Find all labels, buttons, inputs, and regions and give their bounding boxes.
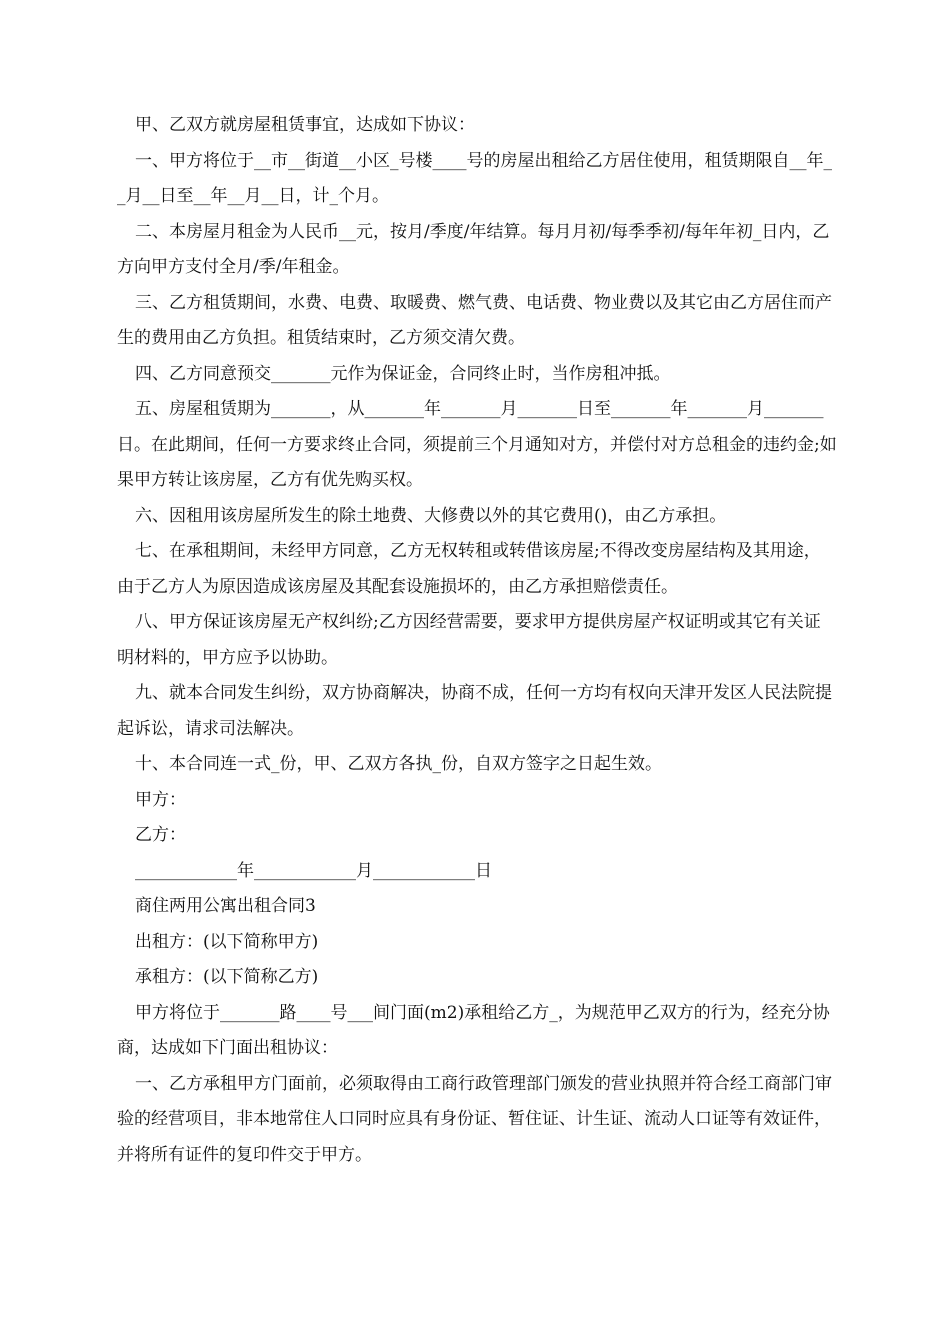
clause-9: 九、就本合同发生纠纷，双方协商解决，协商不成，任何一方均有权向天津开发区人民法院提起诉讼，请求司法解决。 bbox=[117, 683, 832, 739]
clause-3: 三、乙方租赁期间，水费、电费、取暖费、燃气费、电话费、物业费以及其它由乙方居住而产生的费用由乙方负担。租赁结束时，乙方须交清欠费。 bbox=[117, 292, 832, 348]
contract-3-clause-1: 一、乙方承租甲方门面前，必须取得由工商行政管理部门颁发的营业执照并符合经工商部门审验的经营项目，非本地常住人口同时应具有身份证、暂住证、计生证、流动人口证等有效证件，并将所有证件的复印件交于甲方。 bbox=[117, 1073, 832, 1165]
clause-10: 十、本合同连一式_份，甲、乙双方各执_份，自双方签字之日起生效。 bbox=[135, 754, 662, 774]
lessor-line: 出租方：(以下简称甲方) bbox=[135, 931, 319, 952]
contract-3-title: 商住两用公寓出租合同3 bbox=[135, 896, 316, 916]
party-b-signature-line: 乙方： bbox=[135, 825, 186, 845]
document-body bbox=[117, 108, 837, 1173]
date-line: ____________年____________月____________日 bbox=[135, 860, 492, 881]
clause-4: 四、乙方同意预交_______元作为保证金，合同终止时，当作房租冲抵。 bbox=[135, 363, 671, 384]
clause-5: 五、房屋租赁期为_______，从_______年_______月_______日至_______年_______月_______日。在此期间，任何一方要求终止合同，须提前三个月通知对方，并偿付对方总租金的违约金;如果甲方转让该房屋，乙方有优先购买权。 bbox=[117, 399, 837, 490]
clause-8: 八、甲方保证该房屋无产权纠纷;乙方因经营需要，要求甲方提供房屋产权证明或其它有关证明材料的，甲方应予以协助。 bbox=[117, 612, 821, 668]
lessee-line: 承租方：(以下简称乙方) bbox=[135, 967, 319, 987]
contract-3-intro: 甲方将位于_______路____号___间门面(m2)承租给乙方_，为规范甲乙双方的行为，经充分协商，达成如下门面出租协议： bbox=[117, 1002, 830, 1058]
clause-1: 一、甲方将位于__市__街道__小区_号楼____号的房屋出租给乙方居住使用，租赁期限自__年__月__日至__年__月__日，计_个月。 bbox=[117, 150, 832, 206]
clause-6: 六、因租用该房屋所发生的除土地费、大修费以外的其它费用()，由乙方承担。 bbox=[135, 505, 727, 526]
party-a-signature-line: 甲方： bbox=[135, 789, 186, 810]
clause-2: 二、本房屋月租金为人民币__元，按月/季度/年结算。每月月初/每季季初/每年年初_日内，乙方向甲方支付全月/季/年租金。 bbox=[117, 221, 830, 277]
clause-7: 七、在承租期间，未经甲方同意，乙方无权转租或转借该房屋;不得改变房屋结构及其用途，由于乙方人为原因造成该房屋及其配套设施损坏的，由乙方承担赔偿责任。 bbox=[117, 541, 821, 597]
agreement-intro: 甲、乙双方就房屋租赁事宜，达成如下协议： bbox=[135, 115, 475, 135]
